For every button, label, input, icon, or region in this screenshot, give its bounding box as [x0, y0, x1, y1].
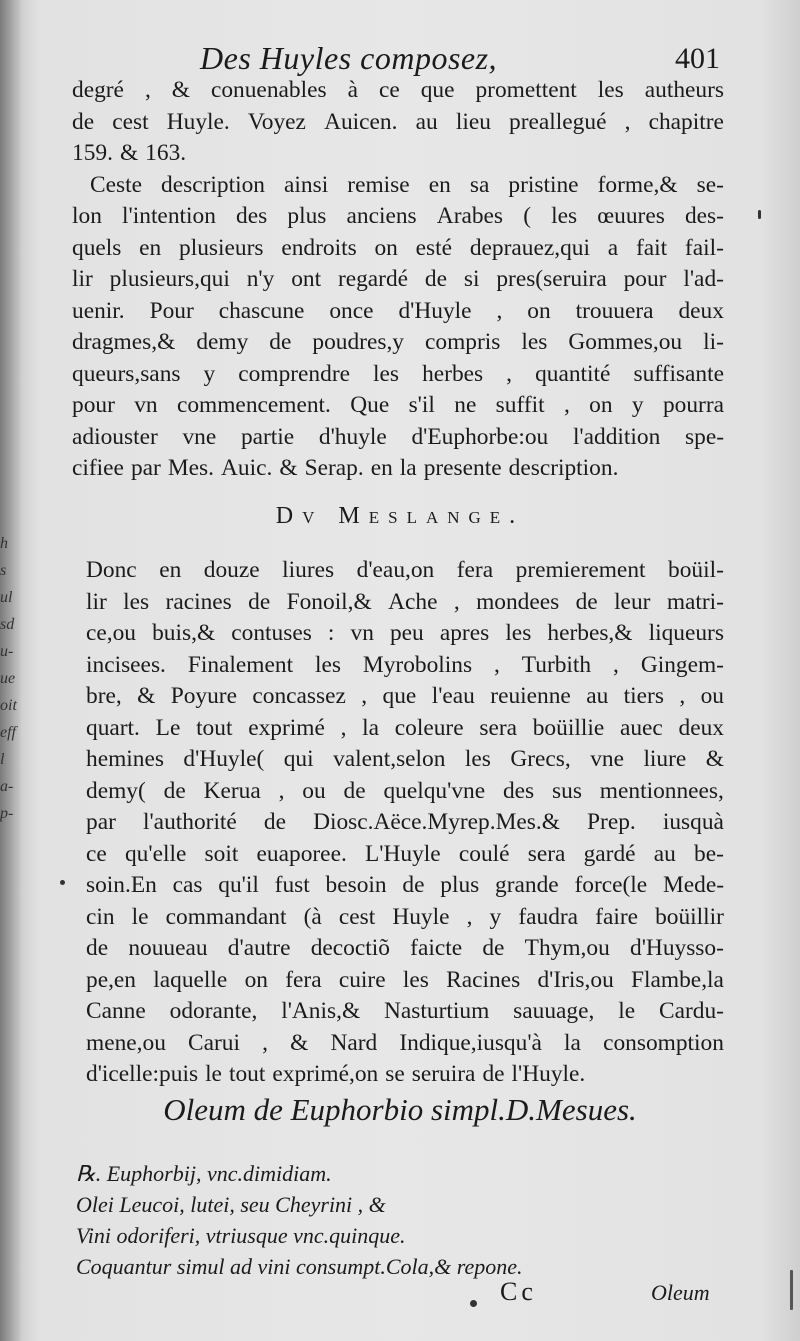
gutter-mark: s: [0, 562, 7, 579]
recipe-line: Coquantur simul ad vini consumpt.Cola,& repone.: [76, 1254, 523, 1279]
text-line: bre, & Poyure concassez , que l'eau reuienne au tiers , ou: [86, 683, 724, 709]
gutter-mark: sd: [0, 616, 15, 633]
text-line: pe,en laquelle on fera cuire les Racines d'Iris,ou Flambe,la: [86, 966, 724, 993]
text-line: incisees. Finalement les Myrobolins , Turbith , Gingem-: [86, 651, 724, 678]
ink-speck: [758, 210, 761, 219]
text-line: queurs,sans y comprendre les herbes , quantité suffisante: [72, 360, 724, 387]
text-line: cifiee par Mes. Auic. & Serap. en la presente description.: [72, 455, 619, 481]
recipe-line: Olei Leucoi, lutei, seu Cheyrini , &: [76, 1192, 386, 1217]
text-line: lir plusieurs,qui n'y ont regardé de si pres(seruira pour l'ad-: [72, 266, 724, 292]
gutter-mark: p-: [0, 805, 14, 822]
gutter-mark: ue: [0, 670, 16, 687]
text-line: hemines d'Huyle( qui valent,selon les Grecs, vne liure &: [86, 746, 724, 772]
ink-speck: [60, 880, 65, 885]
recipe-line: Vini odoriferi, vtriusque vnc.quinque.: [76, 1223, 406, 1248]
text-line: quart. Le tout exprimé , la coleure sera boüillie auec deux: [86, 714, 724, 741]
recipe-title: Oleum de Euphorbio simpl.D.Mesues.: [163, 1092, 637, 1127]
text-line: demy( de Kerua , ou de quelqu'vne des sus mentionnees,: [86, 777, 724, 804]
text-line: pour vn commencement. Que s'il ne suffit , on y pourra: [72, 392, 724, 418]
gutter-marks: [0, 530, 17, 827]
text-line: uenir. Pour chascune once d'Huyle , on trouuera deux: [72, 297, 724, 324]
text-line: Ceste description ainsi remise en sa pristine forme,& se-: [90, 171, 724, 198]
ink-speck: [470, 1300, 477, 1307]
text-line: 159. & 163.: [72, 140, 187, 166]
text-line: soin.En cas qu'il fust besoin de plus grande force(le Mede-: [86, 872, 724, 898]
page-gutter: [0, 0, 22, 1341]
page-number: 401: [675, 42, 720, 75]
text-line: degré , & conuenables à ce que promettent les autheurs: [72, 77, 724, 103]
text-line: ce,ou buis,& contuses : vn peu apres les herbes,& liqueurs: [86, 620, 724, 646]
catchword: Oleum: [651, 1280, 710, 1305]
signature-mark: Cc: [500, 1277, 537, 1306]
gutter-mark: h: [0, 535, 8, 552]
text-line: par l'authorité de Diosc.Aëce.Myrep.Mes.& Prep. iusquà: [86, 809, 724, 835]
gutter-mark: l: [0, 751, 5, 768]
text-line: ce qu'elle soit euaporee. L'Huyle coulé sera gardé au be-: [86, 840, 724, 867]
text-line: Canne odorante, l'Anis,& Nasturtium sauuage, le Cardu-: [86, 998, 724, 1024]
text-line: de cest Huyle. Voyez Auicen. au lieu preallegué , chapitre: [72, 108, 724, 135]
text-line: de nouueau d'autre decoctiõ faicte de Thym,ou d'Huysso-: [86, 935, 724, 961]
text-line: cin le commandant (à cest Huyle , y faudra faire boüillir: [86, 903, 724, 930]
text-block-meslange: [86, 555, 724, 1091]
gutter-mark: eff: [0, 724, 16, 741]
page-header: [200, 40, 720, 80]
ink-speck: [790, 1270, 793, 1310]
recipe-line: ℞. Euphorbij, vnc.dimidiam.: [76, 1161, 332, 1186]
text-line: d'icelle:puis le tout exprimé,on se seruira de l'Huyle.: [86, 1061, 586, 1087]
text-line: dragmes,& demy de poudres,y compris les Gommes,ou li-: [72, 329, 724, 355]
text-block-intro: [72, 75, 724, 485]
recipe-block: [76, 1158, 716, 1282]
text-line: Donc en douze liures d'eau,on fera premierement boüil-: [86, 557, 724, 583]
text-line: lir les racines de Fonoil,& Ache , mondees de leur matri-: [86, 588, 724, 615]
text-line: quels en plusieurs endroits on esté deprauez,qui a fait fail-: [72, 234, 724, 261]
section-title: Dv Meslange.: [275, 503, 525, 529]
text-line: lon l'intention des plus anciens Arabes ( les œuures des-: [72, 203, 724, 229]
gutter-mark: oit: [0, 697, 17, 714]
gutter-mark: ul: [0, 589, 13, 606]
text-line: mene,ou Carui , & Nard Indique,iusqu'à la consomption: [86, 1029, 724, 1056]
gutter-mark: a-: [0, 778, 14, 795]
gutter-mark: u-: [0, 643, 14, 660]
running-head: Des Huyles composez,: [200, 40, 498, 76]
text-line: adiouster vne partie d'huyle d'Euphorbe:ou l'addition spe-: [72, 423, 724, 450]
